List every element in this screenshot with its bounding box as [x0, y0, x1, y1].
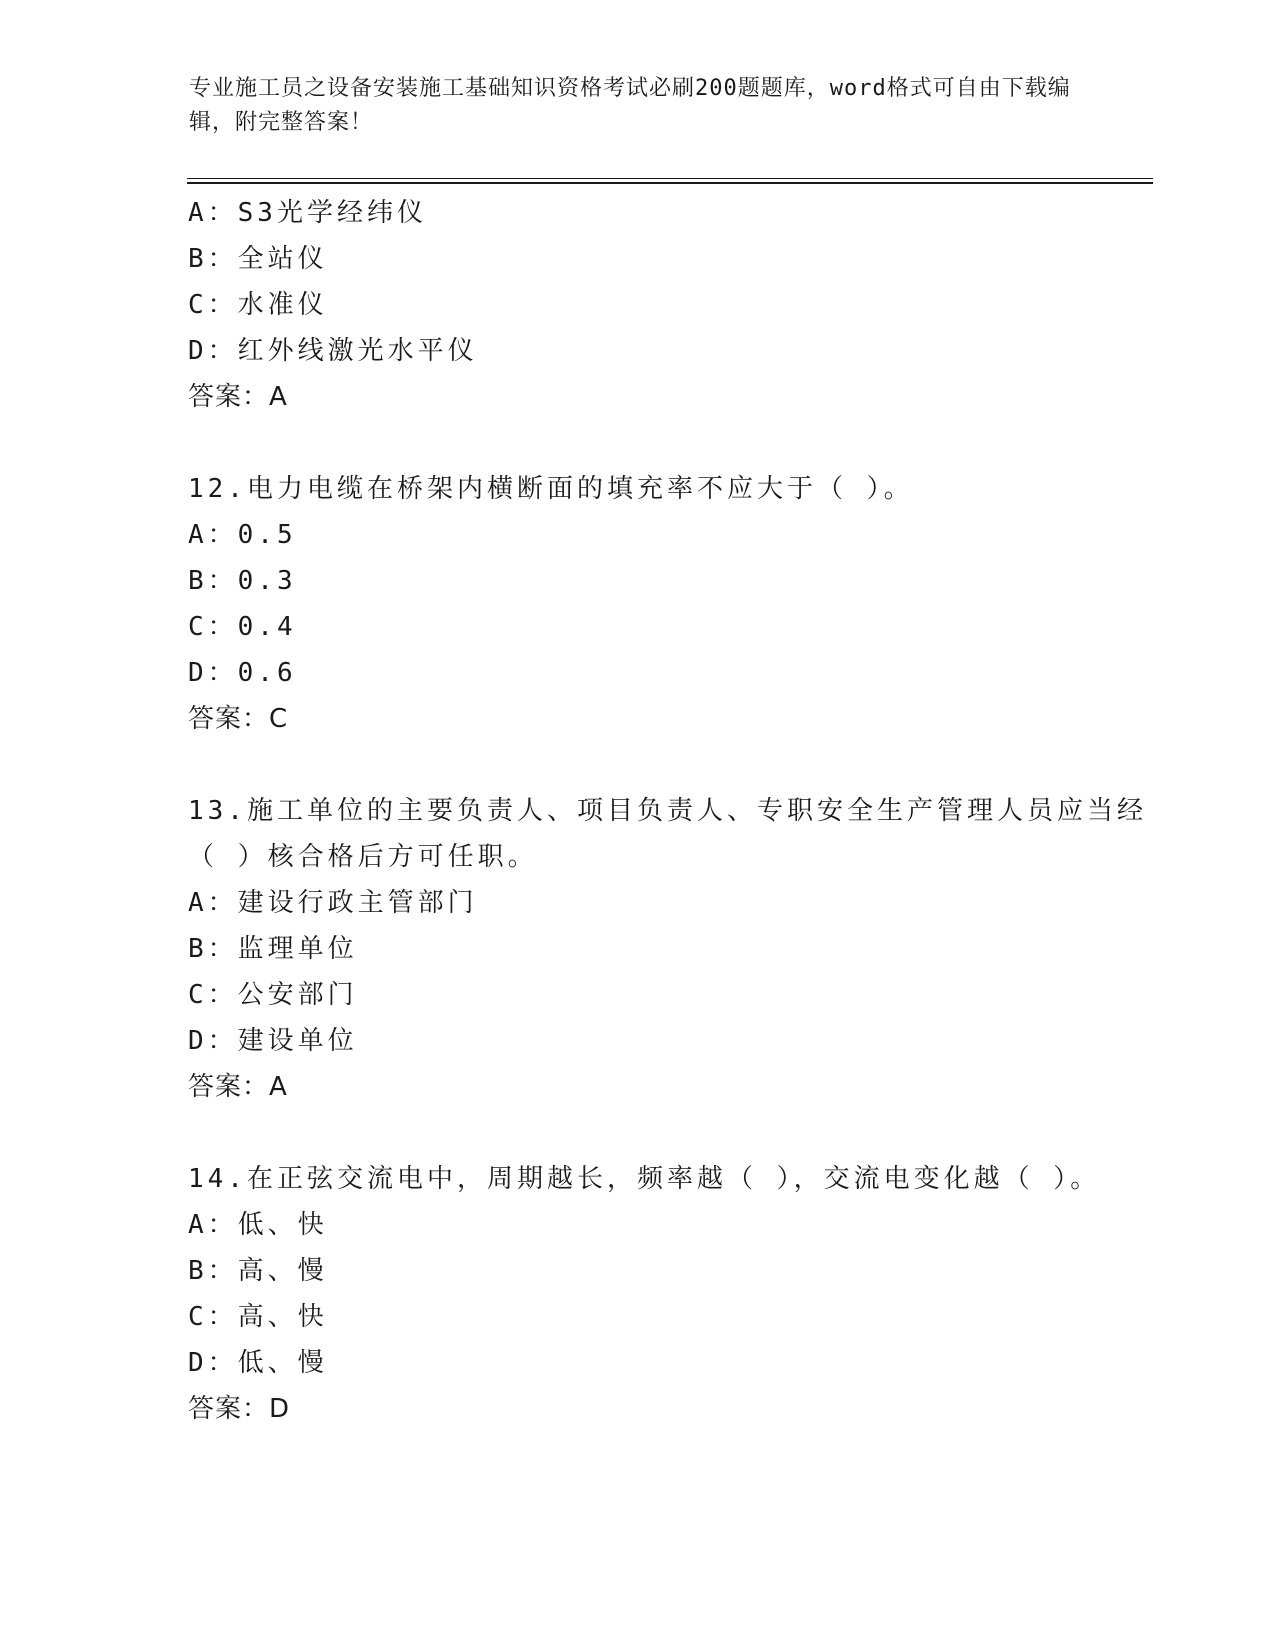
option-c: C：公安部门: [188, 980, 358, 1010]
answer: 答案：A: [188, 382, 288, 412]
option-d: D：建设单位: [188, 1026, 358, 1056]
question-13-block: [188, 788, 1148, 1110]
spacer: [188, 742, 1148, 788]
document-header: 专业施工员之设备安装施工基础知识资格考试必刷200题题库，word格式可自由下载编辑，附完整答案！: [189, 76, 1071, 135]
option-a: A：0.5: [188, 520, 297, 550]
option-b: B：0.3: [188, 566, 297, 596]
header-divider-thick: [187, 182, 1153, 184]
spacer: [188, 1110, 1148, 1156]
answer: 答案：C: [188, 704, 289, 734]
answer: 答案：A: [188, 1072, 288, 1102]
option-a: A：S3光学经纬仪: [188, 198, 427, 228]
spacer: [188, 420, 1148, 466]
option-c: C：高、快: [188, 1302, 328, 1332]
answer: 答案：D: [188, 1394, 291, 1424]
option-b: B：全站仪: [188, 244, 328, 274]
option-c: C：0.4: [188, 612, 297, 642]
question-stem: 14.在正弦交流电中，周期越长，频率越（ ），交流电变化越（ ）。: [188, 1164, 1101, 1194]
question-list: [188, 190, 1148, 1432]
question-11-block: [188, 190, 1148, 420]
option-a: A：建设行政主管部门: [188, 888, 478, 918]
option-b: B：监理单位: [188, 934, 358, 964]
question-stem: 12.电力电缆在桥架内横断面的填充率不应大于（ ）。: [188, 474, 914, 504]
question-14-block: [188, 1156, 1148, 1432]
option-c: C：水准仪: [188, 290, 328, 320]
option-b: B：高、慢: [188, 1256, 328, 1286]
question-stem: 13.施工单位的主要负责人、项目负责人、专职安全生产管理人员应当经（ ）核合格后方可任职。: [188, 796, 1147, 872]
option-d: D：低、慢: [188, 1348, 328, 1378]
option-a: A：低、快: [188, 1210, 328, 1240]
question-12-block: [188, 466, 1148, 742]
option-d: D：0.6: [188, 658, 297, 688]
header-divider-thin: [187, 178, 1153, 179]
option-d: D：红外线激光水平仪: [188, 336, 478, 366]
